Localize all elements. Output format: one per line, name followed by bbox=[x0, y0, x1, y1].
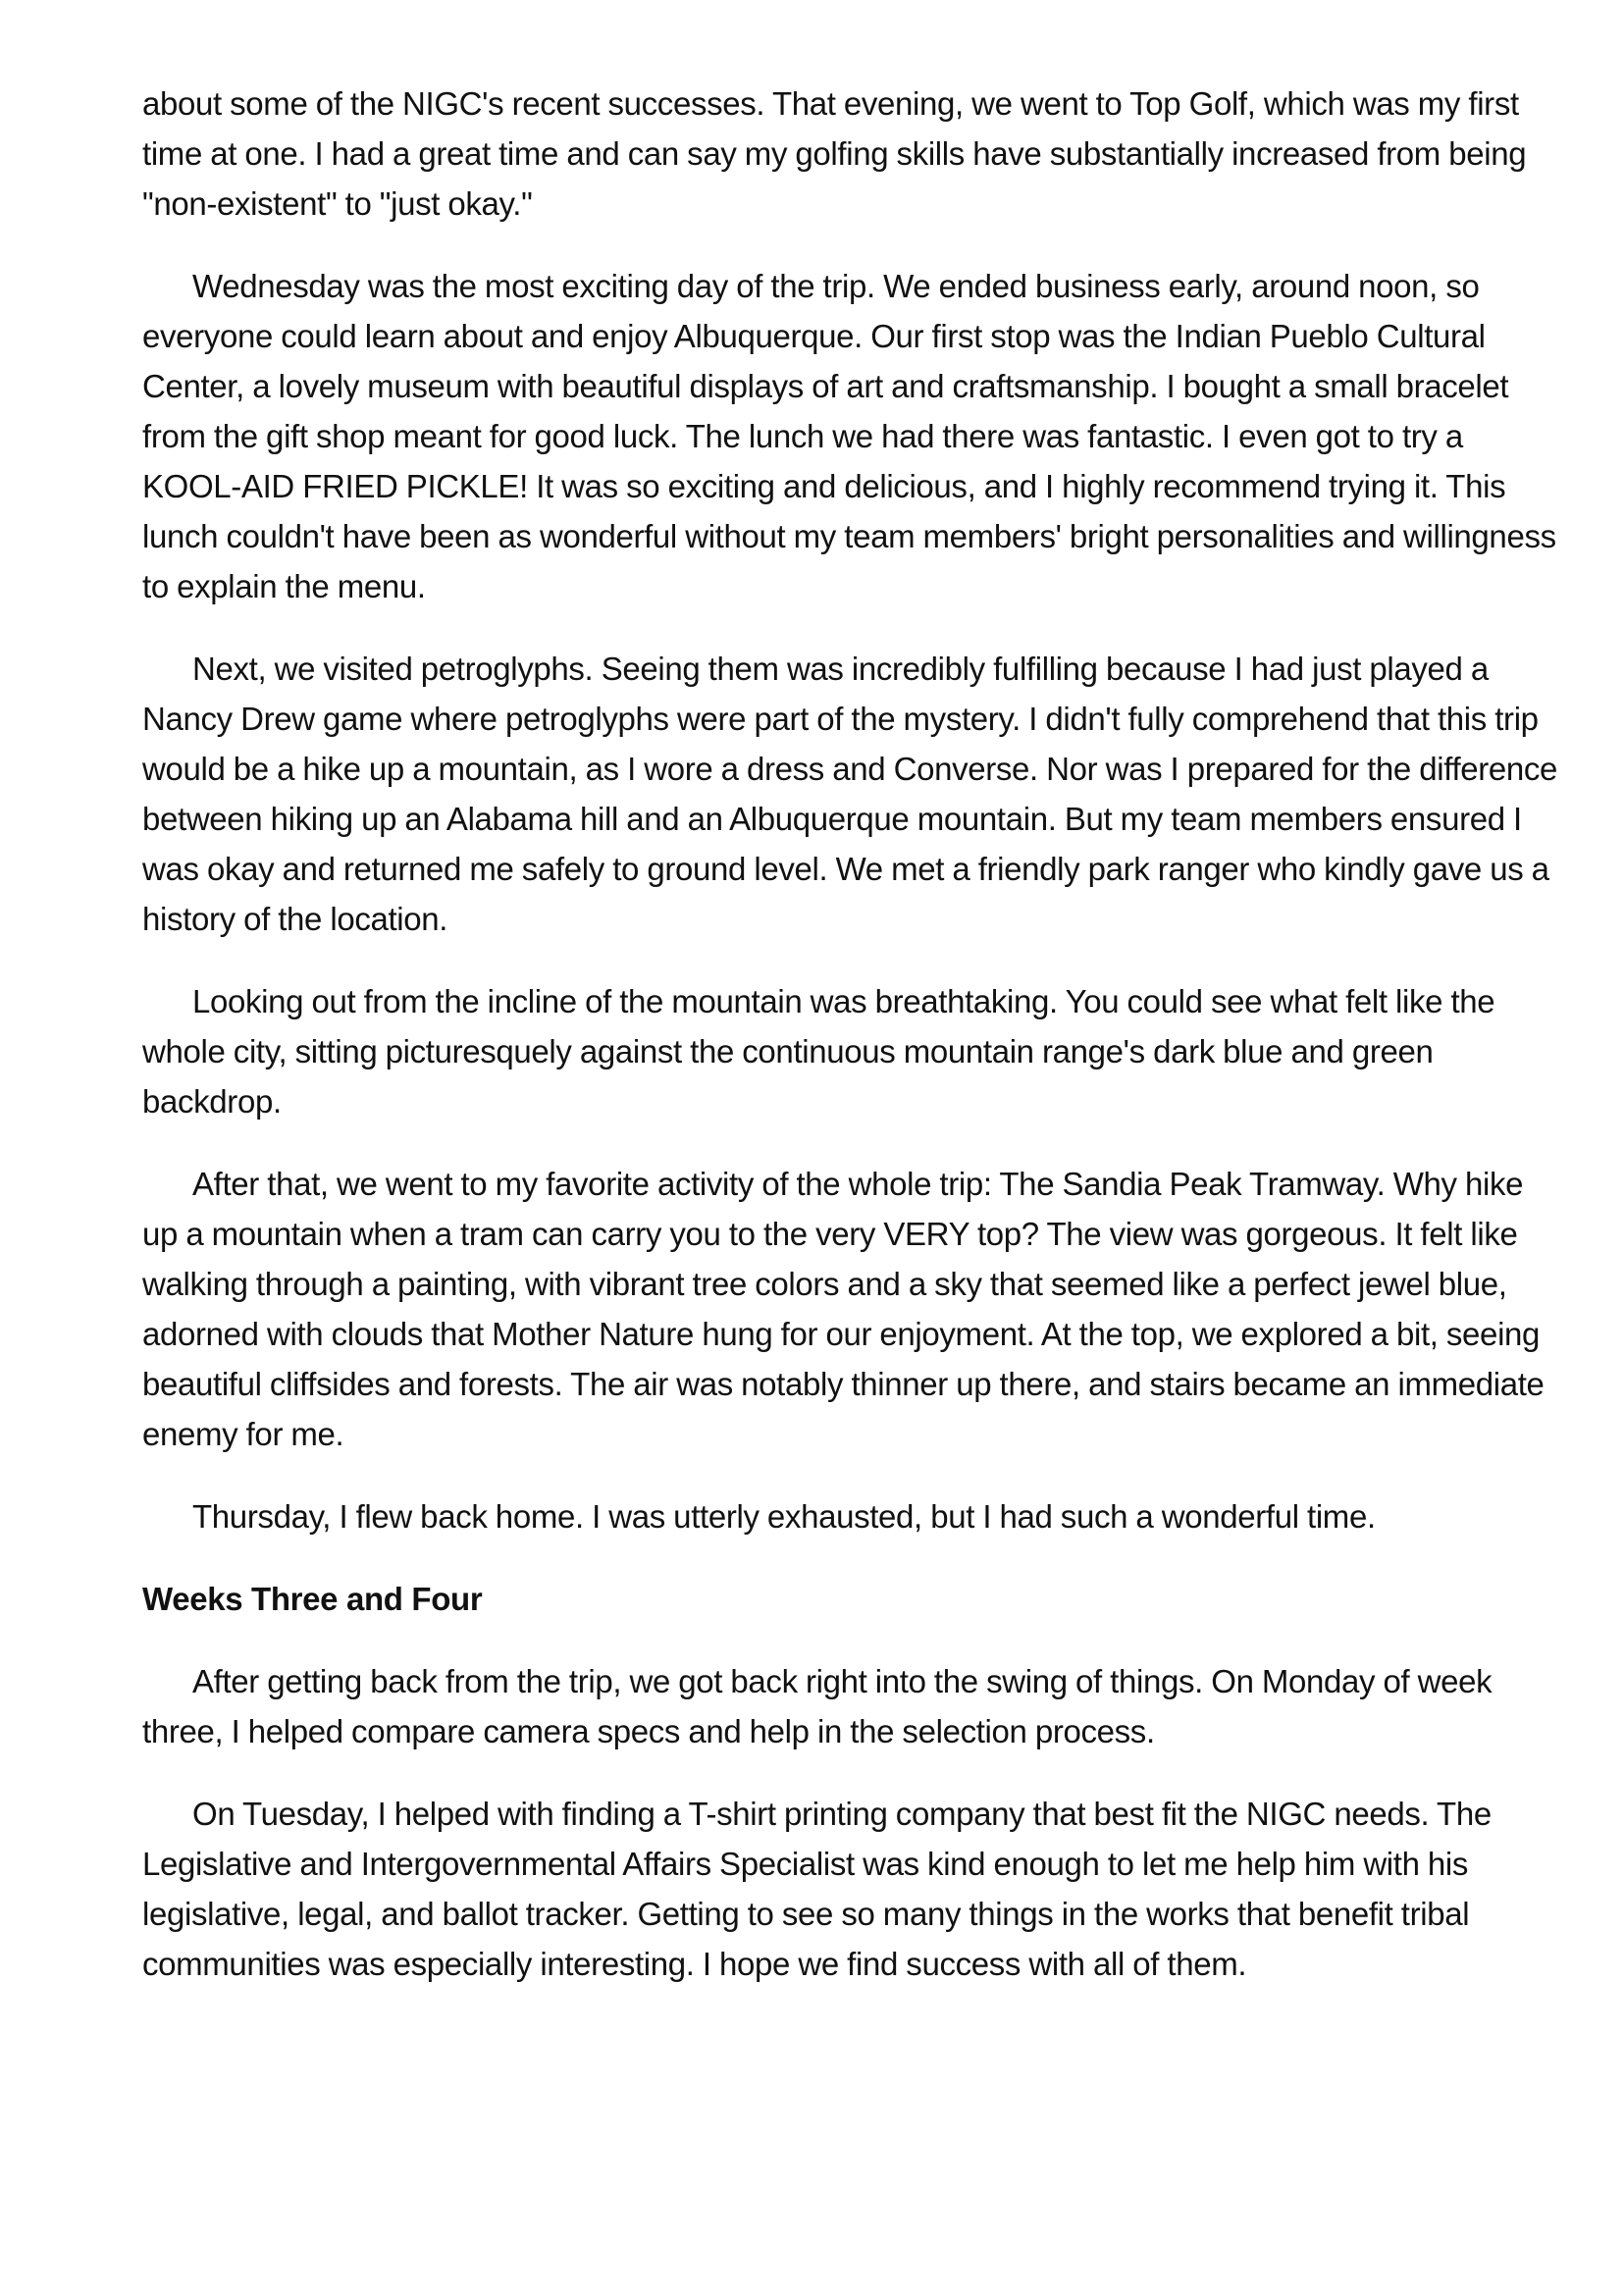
paragraph-top-golf: about some of the NIGC's recent successes. That evening, we went to Top Golf, which was my first time at one. I had a great time and can say my golfing skills have substantially increased from being "non-existent" to "just okay." bbox=[142, 85, 1527, 222]
paragraph-mountain-view: Looking out from the incline of the mountain was breathtaking. You could see what felt like the whole city, sitting picturesquely against the continuous mountain range's dark blue and green backdrop. bbox=[142, 983, 1495, 1120]
paragraph-tramway: After that, we went to my favorite activity of the whole trip: The Sandia Peak Tramway. Why hike up a mountain when a tram can carry you to the very VERY top? The view was gorgeous. It felt like walking through a painting, with vibrant tree colors and a sky that seemed like a perfect jewel blue, adorned with clouds that Mother Nature hung for our enjoyment. At the top, we explored a bit, seeing beautiful cliffsides and forests. The air was notably thinner up there, and stairs became an immediate enemy for me. bbox=[142, 1166, 1545, 1452]
paragraph-thursday: Thursday, I flew back home. I was utterly exhausted, but I had such a wonderful time. bbox=[192, 1498, 1376, 1535]
paragraph-petroglyphs: Next, we visited petroglyphs. Seeing them was incredibly fulfilling because I had just played a Nancy Drew game where petroglyphs were part of the mystery. I didn't fully comprehend that this trip would be a hike up a mountain, as I wore a dress and Converse. Nor was I prepared for the difference between hiking up an Alabama hill and an Albuquerque mountain. But my team members ensured I was okay and returned me safely to ground level. We met a friendly park ranger who kindly gave us a history of the location. bbox=[142, 651, 1558, 937]
paragraph-week-three-tuesday: On Tuesday, I helped with finding a T-shirt printing company that best fit the NIGC needs. The Legislative and Intergovernmental Affairs Specialist was kind enough to let me help him with his legislative, legal, and ballot tracker. Getting to see so many things in the works that benefit tribal communities was especially interesting. I hope we find success with all of them. bbox=[142, 1796, 1492, 1982]
document-page bbox=[142, 78, 1565, 2021]
paragraph-wednesday: Wednesday was the most exciting day of the trip. We ended business early, around noon, so everyone could learn about and enjoy Albuquerque. Our first stop was the Indian Pueblo Cultural Center, a lovely museum with beautiful displays of art and craftsmanship. I bought a small bracelet from the gift shop meant for good luck. The lunch we had there was fantastic. I even got to try a KOOL-AID FRIED PICKLE! It was so exciting and delicious, and I highly recommend trying it. This lunch couldn't have been as wonderful without my team members' bright personalities and willingness to explain the menu. bbox=[142, 268, 1556, 604]
paragraph-week-three-monday: After getting back from the trip, we got back right into the swing of things. On Monday of week three, I helped compare camera specs and help in the selection process. bbox=[142, 1663, 1493, 1749]
section-heading: Weeks Three and Four bbox=[142, 1581, 483, 1617]
